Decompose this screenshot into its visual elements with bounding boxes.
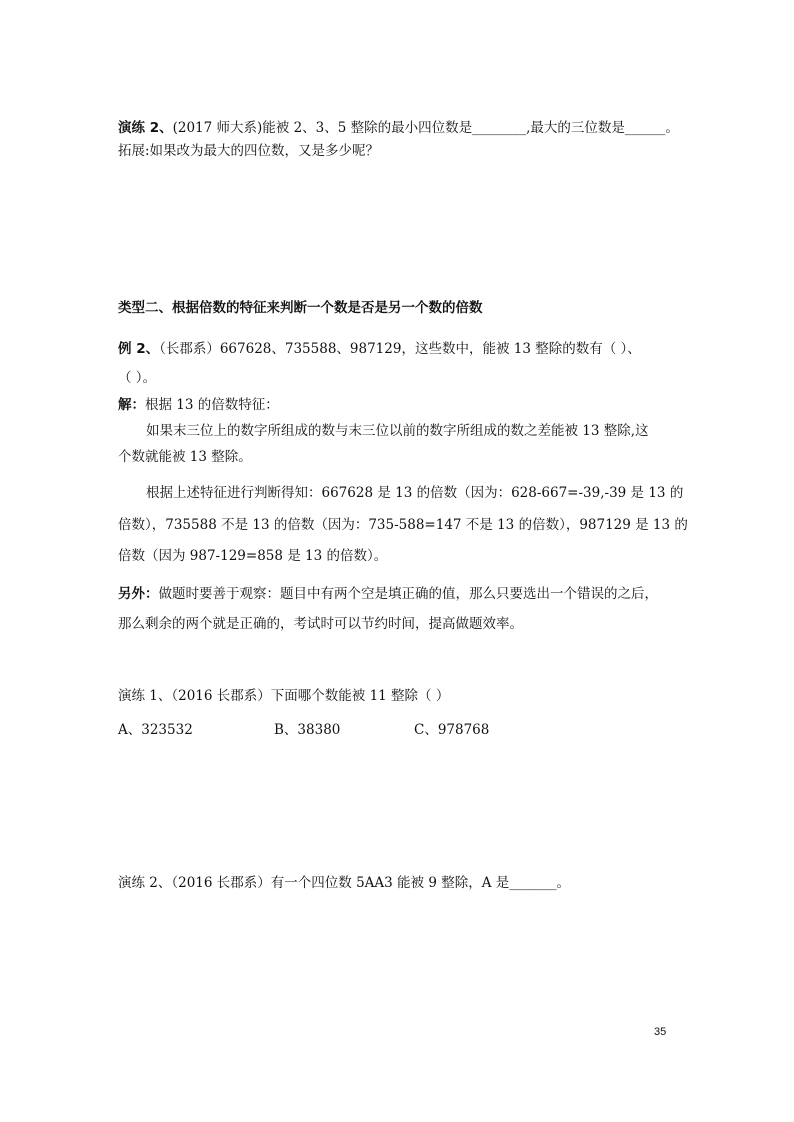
example2-line1 (118, 339, 641, 359)
note-line2: 那么剩余的两个就是正确的，考试时可以节约时间，提高做题效率。 (118, 616, 523, 632)
option-a: A、323532 (118, 722, 193, 738)
solution-line1 (118, 395, 279, 415)
drill2-question: 演练 2、（2016 长郡系）有一个四位数 5AA3 能被 9 整除，A 是_______。 (118, 875, 570, 891)
example2-line2: （ ）。 (118, 370, 157, 386)
option-b: B、38380 (274, 722, 341, 738)
solution-line4: 根据上述特征进行判断得知：667628 是 13 的倍数（因为：628-667=-39,-39 是 13 的 (146, 485, 684, 501)
drill1-question: 演练 1、（2016 长郡系）下面哪个数能被 11 整除（ ） (118, 688, 450, 704)
drill2-top-line1 (118, 118, 679, 138)
drill2-extension: 拓展:如果改为最大的四位数，又是多少呢？ (118, 143, 380, 159)
note-label: 另外： (118, 586, 159, 602)
drill-question-text: (2017 师大系)能被 2、3、5 整除的最小四位数是________,最大的三位数是______。 (172, 120, 679, 136)
note-line1 (118, 584, 658, 604)
solution-line5: 倍数），735588 不是 13 的倍数（因为：735-588=147 不是 13 的倍数），987129 是 13 的 (118, 517, 688, 533)
note-text: 做题时要善于观察：题目中有两个空是填正确的值，那么只要选出一个错误的之后， (158, 586, 658, 602)
example-question-text: （长郡系）667628、735588、987129，这些数中，能被 13 整除的数有（ ）、 (159, 341, 641, 357)
option-c: C、978768 (414, 722, 490, 738)
solution-line2: 如果末三位上的数字所组成的数与末三位以前的数字所组成的数之差能被 13 整除,这 (146, 423, 649, 439)
drill-label: 演练 2、 (118, 120, 173, 136)
page-number: 35 (654, 1026, 667, 1038)
solution-line3: 个数就能被 13 整除。 (118, 449, 252, 465)
solution-line6: 倍数（因为 987-129=858 是 13 的倍数）。 (118, 548, 388, 564)
solution-text: 根据 13 的倍数特征： (145, 397, 279, 413)
section-heading: 类型二、根据倍数的特征来判断一个数是否是另一个数的倍数 (118, 300, 483, 316)
example-label: 例 2、 (118, 341, 160, 357)
solution-label: 解： (118, 397, 145, 413)
